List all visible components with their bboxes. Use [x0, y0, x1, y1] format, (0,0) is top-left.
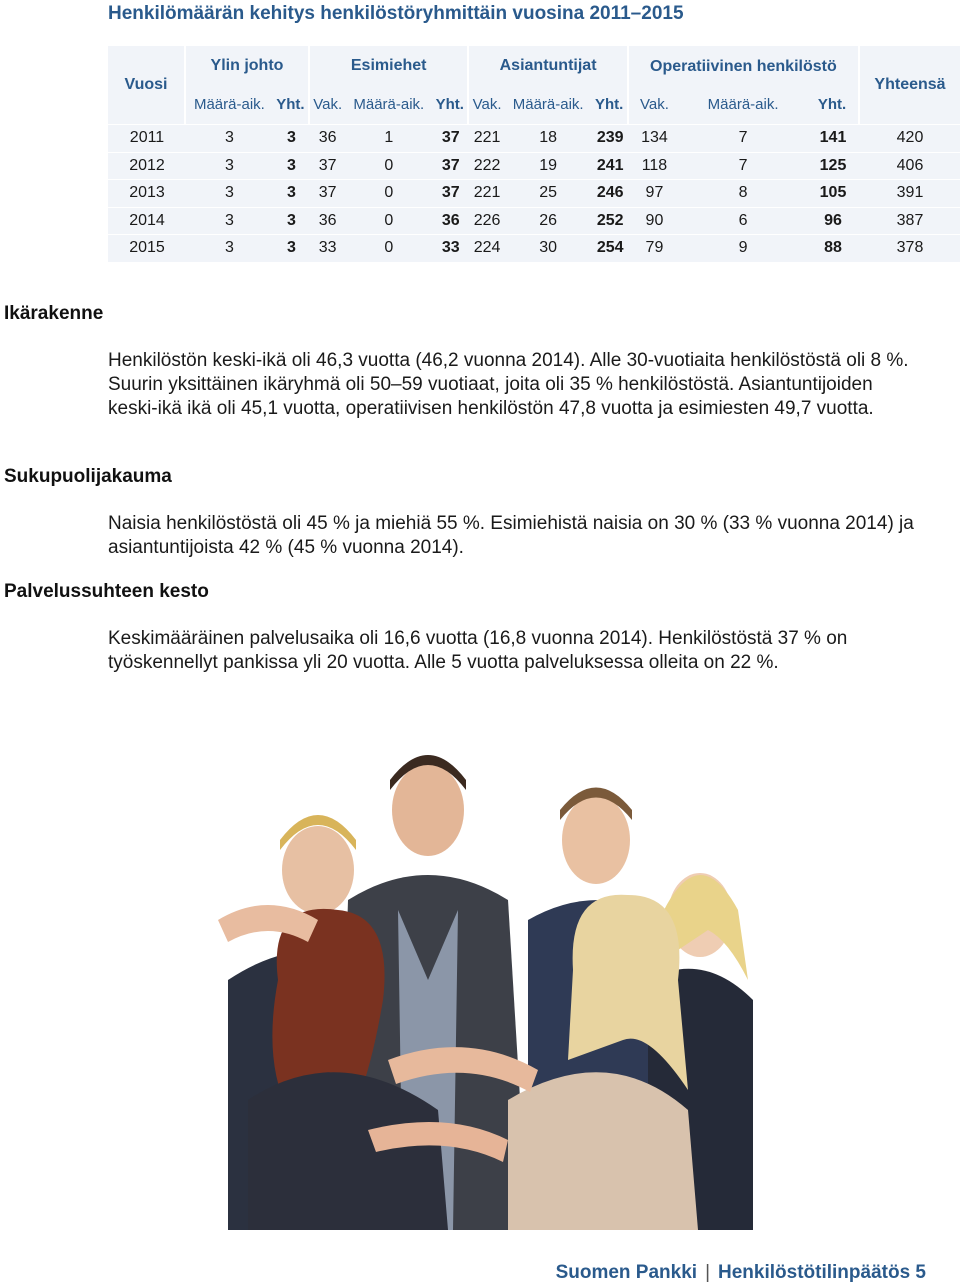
section-label-palvelussuhteen-kesto: Palvelussuhteen kesto	[4, 581, 209, 602]
staff-table	[108, 46, 960, 262]
total-cell: 406	[860, 152, 960, 180]
table-cell: 7	[680, 124, 806, 152]
table-cell: 0	[345, 207, 432, 235]
table-cell: 118	[629, 152, 680, 180]
table-cell: 254	[592, 234, 629, 262]
year-cell: 2012	[108, 152, 186, 180]
page-footer	[556, 1262, 926, 1284]
subheader-vak: Vak.	[472, 96, 502, 113]
subheader-maaraaik: Määrä-aik.	[353, 96, 425, 113]
section-text-palvelussuhteen-kesto: Keskimääräinen palvelusaika oli 16,6 vuotta (16,8 vuonna 2014). Henkilöstöstä 37 % on työskennellyt pankissa yli 20 vuotta. Alle 5 vuotta palveluksessa olleita on 22 %.	[108, 628, 848, 673]
subheader-maaraaik: Määrä-aik.	[707, 96, 779, 113]
footer-doc: Henkilöstötilinpäätös	[718, 1262, 911, 1283]
table-cell: 3	[273, 124, 310, 152]
table-cell: 90	[629, 207, 680, 235]
year-header: Vuosi	[108, 46, 186, 124]
table-cell: 88	[806, 234, 860, 262]
table-row	[108, 234, 960, 262]
group-header-asiantuntijat: Asiantuntijat	[469, 46, 628, 86]
group-header-operatiivinen: Operatiivinen henkilöstö	[629, 46, 860, 86]
table-cell: 36	[310, 124, 345, 152]
table-cell: 3	[186, 152, 273, 180]
table-cell: 37	[432, 152, 469, 180]
table-cell: 0	[345, 152, 432, 180]
table-cell: 26	[505, 207, 592, 235]
table-cell: 79	[629, 234, 680, 262]
table-cell: 252	[592, 207, 629, 235]
subheader-yht: Yht.	[592, 86, 629, 124]
section-text-ikarakenne: Henkilöstön keski-ikä oli 46,3 vuotta (46,2 vuonna 2014). Alle 30-vuotiaita henkilöstöstä oli 8 %. Suurin yksittäinen ikäryhmä oli 50–59 vuotiaat, joita oli 35 % henkilöstöstä. Asiantuntijoiden keski-ikä ikä oli 45,1 vuotta, operatiivisen henkilöstön 47,8 vuotta ja esimiesten 49,7 vuotta.	[108, 350, 909, 419]
subheader-yht: Yht.	[432, 86, 469, 124]
table-cell: 36	[432, 207, 469, 235]
table-row	[108, 179, 960, 207]
table-cell: 36	[310, 207, 345, 235]
footer-separator: |	[705, 1262, 710, 1283]
table-cell: 224	[469, 234, 504, 262]
total-header: Yhteensä	[874, 76, 946, 93]
table-cell: 141	[806, 124, 860, 152]
table-cell: 226	[469, 207, 504, 235]
subheader-vak: Vak.	[639, 96, 669, 113]
section-label-sukupuolijakauma: Sukupuolijakauma	[4, 466, 172, 487]
table-cell: 30	[505, 234, 592, 262]
table-cell: 3	[273, 179, 310, 207]
table-cell: 96	[806, 207, 860, 235]
table-cell: 8	[680, 179, 806, 207]
subheader-yht: Yht.	[273, 86, 310, 124]
table-cell: 6	[680, 207, 806, 235]
table-cell: 0	[345, 179, 432, 207]
group-photo	[208, 680, 760, 1230]
group-header-ylin-johto: Ylin johto	[186, 46, 310, 86]
table-cell: 18	[505, 124, 592, 152]
table-cell: 19	[505, 152, 592, 180]
subheader-vak: Vak.	[313, 96, 343, 113]
table-cell: 241	[592, 152, 629, 180]
table-cell: 3	[273, 234, 310, 262]
total-cell: 391	[860, 179, 960, 207]
table-cell: 3	[186, 234, 273, 262]
table-cell: 9	[680, 234, 806, 262]
total-cell: 378	[860, 234, 960, 262]
table-cell: 25	[505, 179, 592, 207]
total-cell: 420	[860, 124, 960, 152]
page-title: Henkilömäärän kehitys henkilöstöryhmittäin vuosina 2011–2015	[108, 3, 684, 24]
year-cell: 2014	[108, 207, 186, 235]
table-cell: 1	[345, 124, 432, 152]
table-cell: 105	[806, 179, 860, 207]
year-cell: 2011	[108, 124, 186, 152]
table-cell: 37	[310, 152, 345, 180]
table-cell: 97	[629, 179, 680, 207]
table-row	[108, 207, 960, 235]
table-row	[108, 152, 960, 180]
table-cell: 37	[432, 179, 469, 207]
total-cell: 387	[860, 207, 960, 235]
footer-page-number: 5	[915, 1262, 926, 1283]
section-label-ikarakenne: Ikärakenne	[4, 303, 104, 324]
table-row	[108, 124, 960, 152]
table-cell: 33	[310, 234, 345, 262]
subheader-yht: Yht.	[806, 86, 860, 124]
subheader-maaraaik: Määrä-aik.	[193, 96, 265, 113]
table-cell: 3	[273, 152, 310, 180]
table-cell: 246	[592, 179, 629, 207]
table-cell: 37	[432, 124, 469, 152]
table-cell: 239	[592, 124, 629, 152]
table-cell: 37	[310, 179, 345, 207]
table-cell: 3	[186, 207, 273, 235]
footer-org: Suomen Pankki	[555, 1262, 698, 1283]
table-cell: 221	[469, 124, 504, 152]
year-cell: 2013	[108, 179, 186, 207]
table-cell: 3	[186, 179, 273, 207]
table-cell: 3	[186, 124, 273, 152]
section-text-sukupuolijakauma: Naisia henkilöstöstä oli 45 % ja miehiä 55 %. Esimiehistä naisia on 30 % (33 % vuonna 2014) ja asiantuntijoista 42 % (45 % vuonna 2014).	[108, 513, 914, 558]
year-cell: 2015	[108, 234, 186, 262]
table-cell: 0	[345, 234, 432, 262]
subheader-maaraaik: Määrä-aik.	[512, 96, 584, 113]
group-header-esimiehet: Esimiehet	[310, 46, 469, 86]
table-cell: 134	[629, 124, 680, 152]
table-cell: 221	[469, 179, 504, 207]
table-cell: 125	[806, 152, 860, 180]
table-cell: 33	[432, 234, 469, 262]
table-cell: 7	[680, 152, 806, 180]
table-cell: 3	[273, 207, 310, 235]
table-cell: 222	[469, 152, 504, 180]
